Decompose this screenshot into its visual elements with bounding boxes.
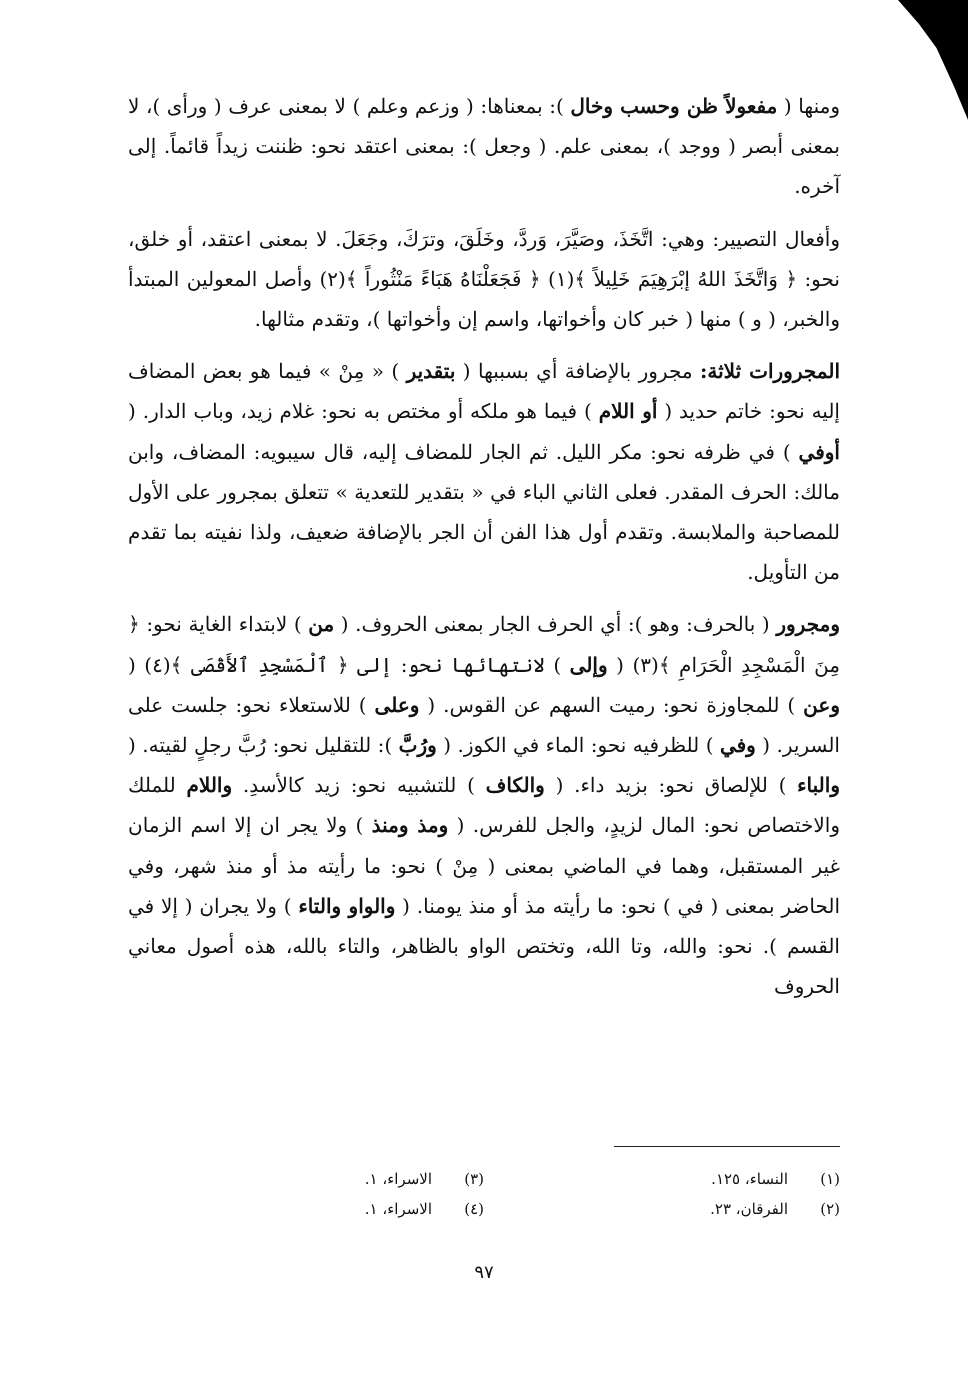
bold-term: وإلى <box>569 652 608 677</box>
bold-term: ورُبَّ <box>398 733 437 758</box>
text-run: ): بمعناها: ( وزعم وعلم ) لا بمعنى عرف ( ورأى )، لا بمعنى أبصر ( ووجد )، بمعنى علم. ( وجعل ): بمعنى اعتقد نحو: ظننت زيداً قائماً. إلى آخره. <box>128 94 840 199</box>
text-run: ) للاستعلاء نحو: جلست على السرير. ( <box>128 692 840 758</box>
footnote-row <box>128 1194 840 1224</box>
bold-term: واللام <box>186 773 233 798</box>
paragraph-2 <box>128 219 840 340</box>
text-run: ) للإلصاق نحو: بزيد داء. ( <box>544 773 798 798</box>
footnote-2 <box>484 1194 840 1224</box>
footnote-text: الاسراء، ١. <box>364 1200 432 1218</box>
bold-term: من <box>308 612 335 637</box>
bold-term: بتقدير <box>406 359 456 384</box>
text-run: ) في ظرفه نحو: مكر الليل. ثم الجار للمضاف إليه، قال سيبويه: المضاف، وابن مالك: الحرف المقدر. فعلى الثاني الباء في « بتقدير للتعدية » تتعلق بمجرور على الأول للمصاحبة والملابسة. وتقدم أول هذا الفن أن الجر بالإضافة ضعيف، ولذا نفيته بما تقدم من التأويل. <box>128 439 840 585</box>
text-run: ) فيما هو ملكه أو مختص به نحو: غلام زيد، وباب الدار. ( <box>128 399 599 424</box>
footnotes <box>128 1164 840 1224</box>
text-run: ) للظرفيه نحو: الماء في الكوز. ( <box>436 733 720 758</box>
text-run: ) للمجاوزة نحو: رميت السهم عن القوس. ( <box>419 692 804 717</box>
text-run: وأفعال التصيير: وهي: اتَّخَذَ، وصَيَّرَ، وَردَّ، وخَلَقَ، وترَكَ، وجَعَلَ. لا بمعنى اعتقد، أو خلق، نحو: ﴿ وَاتَّخَذَ اللهُ إبْرَهِيَمَ خَلِيلاً ﴾(١) ﴿ فَجَعَلْنَاهُ هَبَاءً مَنْثُوراً ﴾(٢) وأصل المعولين المبتدأ والخبر، ( و ) منها ( خبر كان وأخواتها، واسم إن وأخواتها )، وتقدم مثالها. <box>128 226 840 332</box>
footnote-text: الفرقان، ٢٣. <box>710 1200 788 1218</box>
text-run: للملك والاختصاص نحو: المال لزيدٍ، والجل للفرس. ( <box>128 773 840 838</box>
paragraph-1 <box>128 86 840 207</box>
bold-term: وعن <box>803 692 840 717</box>
footnote-3 <box>128 1164 484 1194</box>
text-run: مجرور بالإضافة أي بسببها ( <box>455 359 700 384</box>
footnote-number: (١) <box>820 1170 840 1188</box>
text-run: ) « مِنْ » فيما هو بعض المضاف إليه نحو: خاتم حديد ( <box>128 359 840 424</box>
text-run: ): للتقليل نحو: رُبَّ رجلٍ لقيته. ( <box>128 733 399 758</box>
bold-term: المجرورات ثلاثة: <box>699 359 840 384</box>
footnote-4 <box>128 1194 484 1224</box>
main-text <box>128 86 840 1006</box>
footnote-number: (٤) <box>464 1200 484 1218</box>
bold-term: أوفي <box>798 439 840 464</box>
text-run: ومنها ( <box>777 94 840 118</box>
text-run: ) للتشبيه نحو: زيد كالأسدِ. <box>232 773 486 798</box>
footnote-number: (٣) <box>464 1170 484 1188</box>
bold-term: والكاف <box>485 773 545 798</box>
text-run: ) ولا يجران ( إلا في القسم ). نحو: والله، وتا الله، وتختص الواو بالظاهر، والتاء بالله، هذه أصول معاني الحروف <box>128 893 840 999</box>
paragraph-4 <box>128 604 840 1006</box>
bold-term: أو اللام <box>598 399 658 424</box>
footnote-separator <box>614 1146 840 1147</box>
bold-term: ومذ ومنذ <box>371 813 449 838</box>
footnote-text: الاسراء، ١. <box>364 1170 432 1188</box>
paragraph-3 <box>128 351 840 592</box>
page-number: ٩٧ <box>474 1262 494 1283</box>
bold-term: والباء <box>797 773 840 798</box>
footnote-text: النساء، ١٢٥. <box>711 1170 788 1188</box>
scan-corner-mark <box>898 0 968 120</box>
bold-term: ومجرور <box>776 612 840 637</box>
bold-term: والواو والتاء <box>298 893 396 918</box>
bold-term: وفي <box>719 733 756 758</box>
footnote-number: (٢) <box>820 1200 840 1218</box>
bold-term: مفعولاً ظن وحسب وخال <box>570 94 778 118</box>
text-run: ) لابتداء الغاية نحو: ﴿ مِنَ الْمَسْجِدِ الْحَرَامِ ﴾(٣) ( <box>128 612 841 677</box>
footnote-1 <box>484 1164 840 1194</box>
text-run: ( بالحرف: وهو ): أي الحرف الجار بمعنى الحروف. ( <box>334 612 777 637</box>
footnote-row <box>128 1164 840 1194</box>
text-run: ) لانتهائها نحو: إلى ﴿ ٱلْمَسْجِدِ ٱلأَقْصَى ﴾(٤) ( <box>128 652 570 677</box>
bold-term: وعلى <box>374 692 420 717</box>
text-run: ) ولا يجر ان إلا اسم الزمان غير المستقبل، وهما في الماضي بمعنى ( مِنْ ) نحو: ما رأيته مذ أو منذ شهر، وفي الحاضر بمعنى ( في ) نحو: ما رأيته مذ أو منذ يومنا. ( <box>128 813 841 918</box>
